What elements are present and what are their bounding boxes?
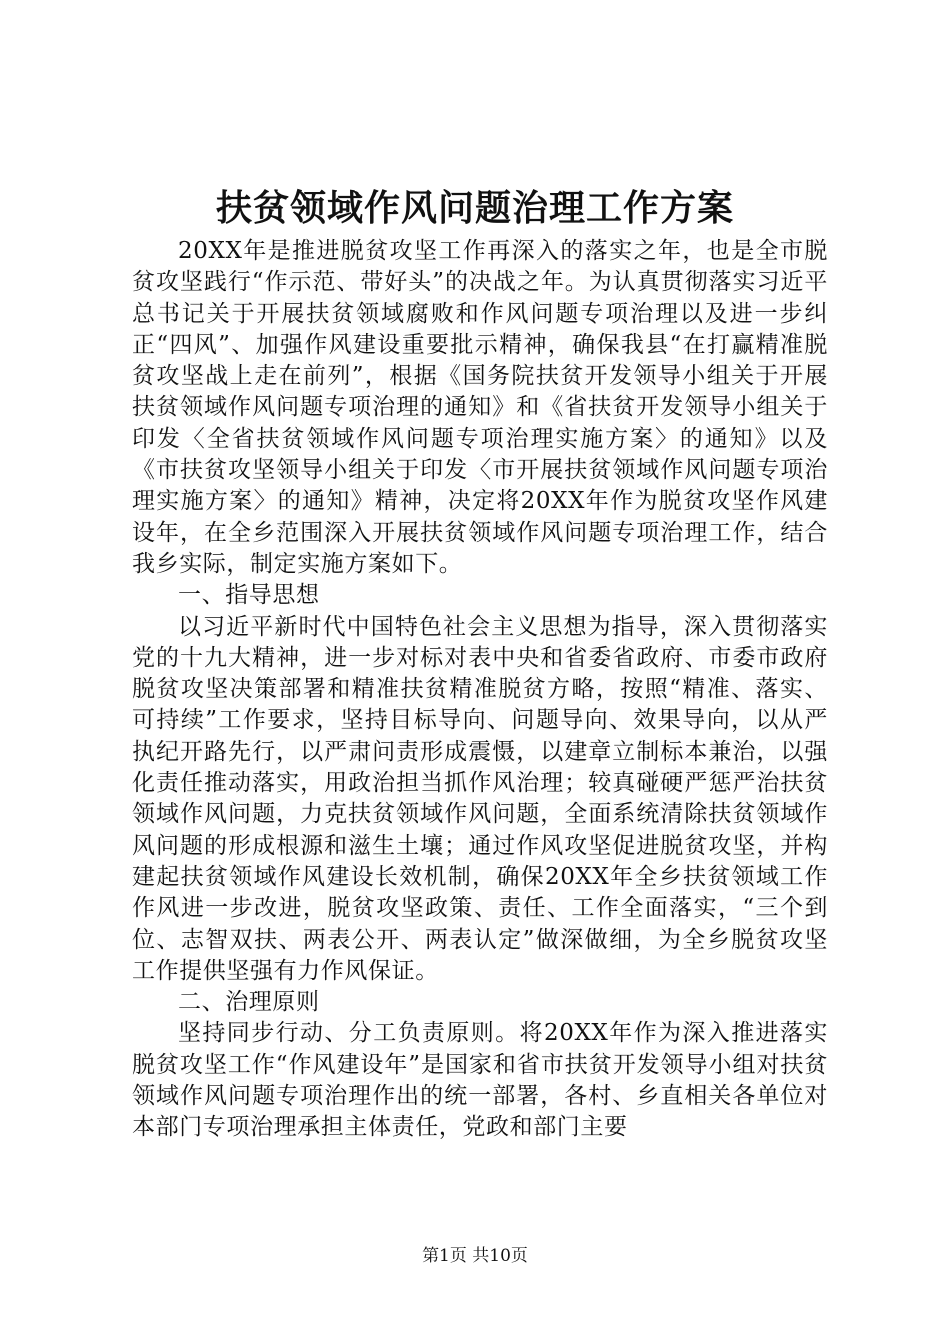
guiding-ideology-paragraph: 以习近平新时代中国特色社会主义思想为指导，深入贯彻落实党的十九大精神，进一步对标对表中央和省委省政府、市委市政府脱贫攻坚决策部署和精准扶贫精准脱贫方略，按照“精准、落实、可持续”工作要求，坚持目标导向、问题导向、效果导向，以从严执纪开路先行，以严肃问责形成震慑，以建章立制标本兼治，以强化责任推动落实，用政治担当抓作风治理；较真碰硬严惩严治扶贫领域作风问题，力克扶贫领域作风问题，全面系统清除扶贫领域作风问题的形成根源和滋生土壤；通过作风攻坚促进脱贫攻坚，并构建起扶贫领域作风建设长效机制，确保20XX年全乡扶贫领域工作作风进一步改进，脱贫攻坚政策、责任、工作全面落实，“三个到位、志智双扶、两表公开、两表认定”做深做细，为全乡脱贫攻坚工作提供坚强有力作风保证。 — [132, 613, 828, 984]
section-heading-principles: 二、治理原则 — [178, 989, 320, 1016]
section-heading-guiding-ideology: 一、指导思想 — [178, 582, 320, 609]
page-footer: 第1页 共10页 — [422, 1246, 528, 1266]
document-body — [132, 236, 828, 1144]
principles-paragraph: 坚持同步行动、分工负责原则。将20XX年作为深入推进落实脱贫攻坚工作“作风建设年”是国家和省市扶贫开发领导小组对扶贫领域作风问题专项治理作出的统一部署，各村、乡直相关各单位对本部门专项治理承担主体责任，党政和部门主要 — [132, 1020, 828, 1141]
intro-paragraph: 20XX年是推进脱贫攻坚工作再深入的落实之年，也是全市脱贫攻坚践行“作示范、带好头”的决战之年。为认真贯彻落实习近平总书记关于开展扶贫领域腐败和作风问题专项治理以及进一步纠正“四风”、加强作风建设重要批示精神，确保我县“在打赢精准脱贫攻坚战上走在前列”，根据《国务院扶贫开发领导小组关于开展扶贫领域作风问题专项治理的通知》和《省扶贫开发领导小组关于印发〈全省扶贫领域作风问题专项治理实施方案〉的通知》以及《市扶贫攻坚领导小组关于印发〈市开展扶贫领域作风问题专项治理实施方案〉的通知》精神，决定将20XX年作为脱贫攻坚作风建设年，在全乡范围深入开展扶贫领域作风问题专项治理工作，结合我乡实际，制定实施方案如下。 — [132, 238, 828, 577]
document-title: 扶贫领域作风问题治理工作方案 — [215, 187, 734, 229]
